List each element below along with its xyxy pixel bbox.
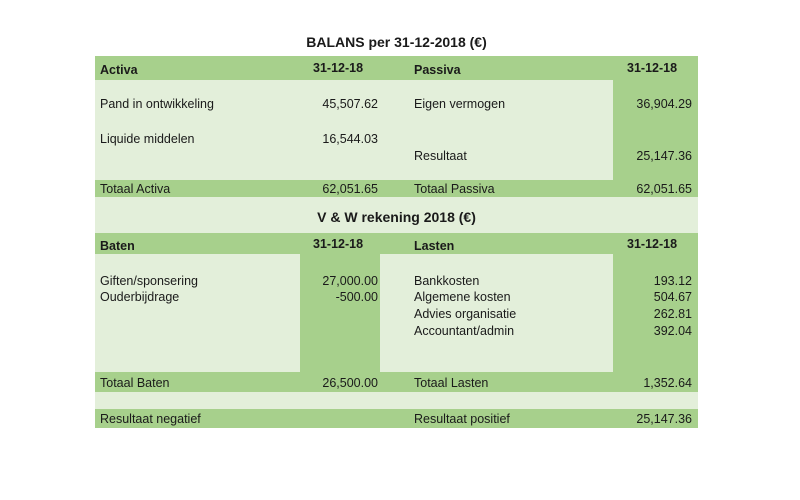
resultaat-positief-label: Resultaat positief bbox=[414, 412, 510, 426]
vw-header-row bbox=[95, 233, 698, 254]
balans-title: BALANS per 31-12-2018 (€) bbox=[306, 34, 487, 50]
lasten-row-label: Advies organisatie bbox=[414, 307, 517, 321]
lasten-row-value: 504.67 bbox=[653, 290, 692, 304]
baten-row-value: 27,000.00 bbox=[322, 274, 378, 288]
passiva-row-value: 25,147.36 bbox=[636, 149, 692, 163]
vw-body-col1 bbox=[95, 254, 300, 372]
totaal-activa-value: 62,051.65 bbox=[322, 182, 378, 196]
lasten-date-header: 31-12-18 bbox=[627, 237, 678, 251]
resultaat-positief-value: 25,147.36 bbox=[636, 412, 692, 426]
baten-row-label: Giften/sponsering bbox=[100, 274, 198, 288]
resultaat-negatief-label: Resultaat negatief bbox=[100, 412, 201, 426]
lasten-header: Lasten bbox=[414, 239, 455, 253]
activa-date-header: 31-12-18 bbox=[313, 61, 364, 75]
vw-body-col2 bbox=[300, 254, 380, 372]
totaal-baten-value: 26,500.00 bbox=[322, 376, 378, 390]
baten-header: Baten bbox=[100, 239, 135, 253]
lasten-row-value: 262.81 bbox=[653, 307, 692, 321]
vw-spacer-row bbox=[95, 392, 698, 409]
balans-body-left bbox=[95, 80, 613, 180]
lasten-row-value: 392.04 bbox=[653, 324, 692, 338]
passiva-header: Passiva bbox=[414, 63, 461, 77]
passiva-date-header: 31-12-18 bbox=[627, 61, 678, 75]
passiva-row-value: 36,904.29 bbox=[636, 97, 692, 111]
passiva-row-label: Resultaat bbox=[414, 149, 467, 163]
totaal-passiva-label: Totaal Passiva bbox=[414, 182, 495, 196]
baten-row-label: Ouderbijdrage bbox=[100, 290, 180, 304]
activa-header: Activa bbox=[100, 63, 138, 77]
totaal-lasten-label: Totaal Lasten bbox=[414, 376, 489, 390]
balans-header-row bbox=[95, 56, 698, 80]
lasten-row-label: Bankkosten bbox=[414, 274, 480, 288]
passiva-row-label: Eigen vermogen bbox=[414, 97, 506, 111]
activa-row-value: 45,507.62 bbox=[322, 97, 378, 111]
totaal-lasten-value: 1,352.64 bbox=[643, 376, 692, 390]
totaal-baten-label: Totaal Baten bbox=[100, 376, 170, 390]
lasten-row-label: Algemene kosten bbox=[414, 290, 511, 304]
vw-title: V & W rekening 2018 (€) bbox=[317, 209, 476, 225]
baten-row-value: -500.00 bbox=[335, 290, 378, 304]
activa-row-label: Liquide middelen bbox=[100, 132, 195, 146]
activa-row-value: 16,544.03 bbox=[322, 132, 378, 146]
lasten-row-value: 193.12 bbox=[653, 274, 692, 288]
totaal-passiva-value: 62,051.65 bbox=[636, 182, 692, 196]
totaal-activa-label: Totaal Activa bbox=[100, 182, 171, 196]
balans-body-right-strip bbox=[613, 80, 698, 180]
activa-row-label: Pand in ontwikkeling bbox=[100, 97, 214, 111]
lasten-row-label: Accountant/admin bbox=[414, 324, 515, 338]
baten-date-header: 31-12-18 bbox=[313, 237, 364, 251]
